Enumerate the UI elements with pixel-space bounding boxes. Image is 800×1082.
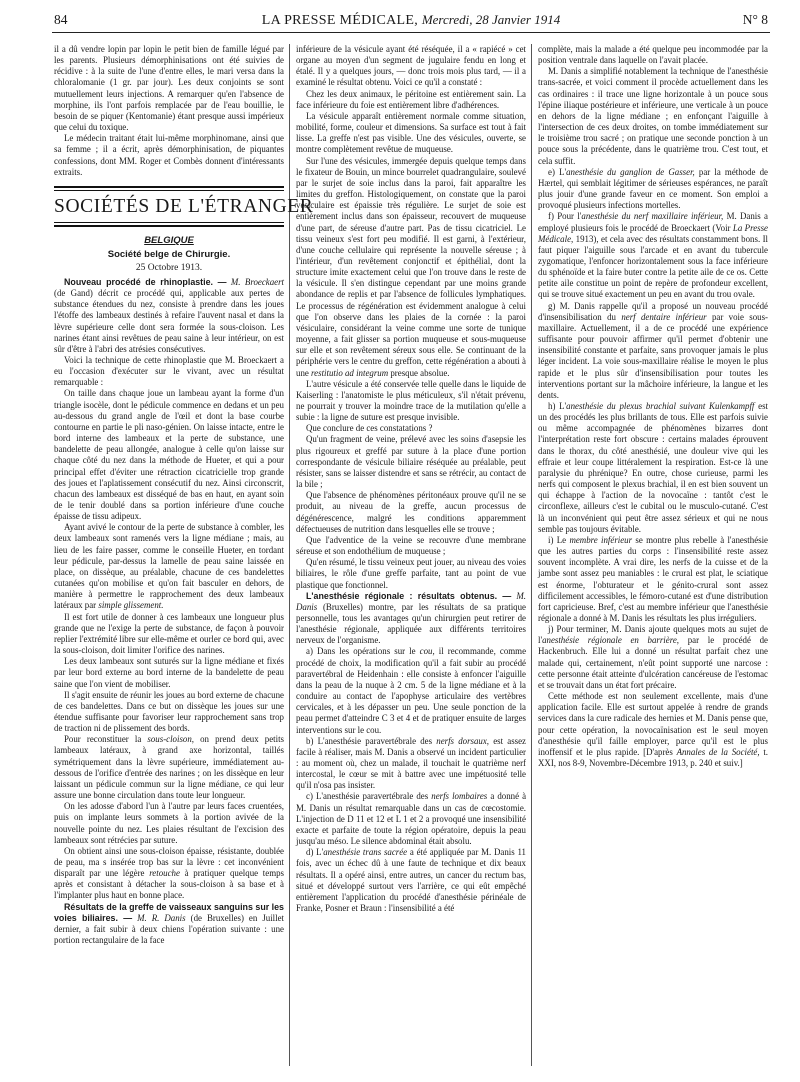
author-name: M. Broeckaert <box>230 276 284 287</box>
paragraph: Le médecin traitant était lui-même morphinomane, ainsi que sa femme ; il a écrit, après démorphinisation, de piquantes confessions, dont MM. Roger et Combès donnent d'intéressants extraits. <box>54 133 284 177</box>
paragraph: Qu'en résumé, le tissu veineux peut jouer, au niveau des voies biliaires, le rôle d'une greffe parfaite, tant au point de vue plastique que fonctionnel. <box>296 557 526 590</box>
paragraph: g) M. Danis rappelle qu'il a proposé un nouveau procédé d'insensibilisation du nerf dentaire inférieur par voie sous-maxillaire. Actuellement, il a de ce procédé une expérience suffisante pour pouvoir affirmer qu'il permet d'obtenir une insensibilité constante et parfaite, sans provoquer jamais le plus léger incident. La voie sous-maxillaire réalise le moyen le plus rapide et le plus sûr d'insensibilisation pour toutes les interventions portant sur la mâchoire inférieure, la langue et les dents. <box>538 300 769 400</box>
paragraph: Il est fort utile de donner à ces lambeaux une longueur plus grande que ne l'exige la perte de substance, de façon à pouvoir replier l'extrémité libre sur elle-même et ourler ce bord qui, avec la sous-cloison, doit limiter l'orifice des narines. <box>54 611 284 656</box>
journal-title: LA PRESSE MÉDICALE, <box>261 13 418 28</box>
author-name: M. Danis <box>296 590 526 612</box>
paragraph: Chez les deux animaux, le péritoine est entièrement sain. La face inférieure du foie est entièrement libre d'adhérences. <box>296 88 526 110</box>
paragraph: il a dû vendre lopin par lopin le petit bien de famille légué par les parents. Plusieurs démorphinisations ont été suivies de récidive : à la suite de l'une d'entre elles, le mari versa dans la chloralomanie (1 gr. par jour). Les deux conjoints se sont mutuellement leurs injections. A remarquer qu'en l'absence de morphine, ils l'ont parfois remplacée par de l'eau bouillie, le besoin de se piquer (Kentomanie) étant presque aussi impérieux que celui du toxique. <box>54 44 284 133</box>
article-paragraph: L'anesthésie régionale : résultats obtenus. — M. Danis (Bruxelles) montre, par les résultats de sa pratique personnelle, tous les avantages qu'un chirurgien peut retirer de l'anesthésie régionale, appliquée aux différents territoires nerveux de l'organisme. <box>296 590 526 646</box>
paragraph: Il s'agit ensuite de réunir les joues au bord externe de chacune de ces bandelettes. Dans ce but on dissèque les joues sur une étendue suffisante pour favoriser leur rapprochement sans trop de traction ni de plissement des bords. <box>54 689 284 734</box>
paragraph: Ayant avivé le contour de la perte de substance à combler, les deux lambeaux sont ramenés vers la ligne médiane ; mais, au lieu de les faire passer, comme le conseille Hueter, en tordant leur pédicule, par-dessus la lamelle de peau saine laissée en place, on dissèque, au préalable, chacune de ces bandelettes cutanées qu'on mobilise et qu'on fait basculer en dehors, de manière à permettre le rapprochement des deux lambeaux latéraux par simple glissement. <box>54 522 284 611</box>
column-right <box>538 44 768 1072</box>
section-rule <box>54 186 284 188</box>
section-title: SOCIÉTÉS DE L'ÉTRANGER <box>54 195 314 217</box>
article-paragraph: Résultats de la greffe de vaisseaux sanguins sur les voies biliaires. — M. R. Danis (de Bruxelles) en Juillet dernier, a fait subir à deux chiens l'opération suivante : une portion rectangulaire de la face <box>54 901 285 946</box>
issue-date: Mercredi, 28 Janvier 1914 <box>421 12 561 27</box>
paragraph: i) Le membre inférieur se montre plus rebelle à l'anesthésie que les autres parties du corps : l'insensibilité reste assez souvent incomplète. A vrai dire, les nerfs de la cuisse et de la jambe sont assez peu maniables : le crural est plat, le sciatique est énorme, l'obturateur et le génito-crural sont assez difficilement accessibles, le fémoro-cutané est d'une distribution fort capricieuse. Bref, c'est au membre inférieur que l'anesthésie régionale a donné à M. Danis les résultats les plus irréguliers. <box>538 534 768 623</box>
paragraph: Que l'absence de phénomènes péritonéaux prouve qu'il ne se produit, au niveau de la greffe, aucun processus de dégénérescence, malgré les conditions apparemment défectueuses de nutrition dans lesquelles elle se trouve ; <box>296 490 526 534</box>
paragraph: b) L'anesthésie paravertébrale des nerfs dorsaux, est assez facile à réaliser, mais M. Danis a observé un incident particulier : au moment où, chez un malade, il touchait le quatrième nerf intercostal, le cœur se mit à battre avec une impétuosité telle qu'il n'osa pas insister. <box>296 735 526 791</box>
paragraph: On les adosse d'abord l'un à l'autre par leurs faces cruentées, puis on implante leurs sommets à la portion avivée de la nouvelle pointe du nez. Les plaies résultant de l'excision des lambeaux sont rétrécies par suture. <box>54 801 284 845</box>
paragraph: c) L'anesthésie paravertébrale des nerfs lombaires a donné à M. Danis un résultat remarquable dans un cas de cœcostomie. L'injection de D 11 et 12 et L 1 et 2 a provoqué une insensibilité exacte et parfaite de toute la région opératoire, depuis la peau jusqu'au méso. Le silence abdominal était absolu. <box>296 791 527 847</box>
society-heading: Société belge de Chirurgie. <box>107 248 231 260</box>
paragraph: Cette méthode est non seulement excellente, mais d'une application facile. Elle est surtout appelée à rendre de grands services dans la cure radicale des hernies et M. Danis pense que, pour cette opération, la novocaïnisation est le seul moyen d'anesthésie qu'il faille employer, parce qu'il est le plus inoffensif et le plus rapide. [D'après Annales de la Société, t. XXI, nos 8-9, Novembre-Décembre 1913, p. 240 et suiv.] <box>538 691 769 768</box>
paragraph: M. Danis a simplifié notablement la technique de l'anesthésie trans-sacrée, et voici comment il procède actuellement dans les cas ordinaires : il trace une ligne horizontale à un pouce sous l'épine iliaque postérieure et inférieure, une verticale à un pouce en dehors de la ligne médiane ; en enfonçant l'aiguille à l'intersection de ces deux droites, on tombe immédiatement sur le troisième trou sacré ; on pratique une seconde ponction à un pouce sous la précédente, dans le quatrième trou. C'est tout, et cela suffit. <box>538 66 768 166</box>
section-rule <box>54 222 284 223</box>
section-rule <box>54 225 284 227</box>
paragraph: inférieure de la vésicule ayant été réséquée, il a « rapiécé » cet organe au moyen d'un segment de jugulaire fendu en long et étalé. Il y a quelques jours, — donc trois mois plus tard, — il a examiné le résultat obtenu. Voici ce qu'il a constaté : <box>296 44 526 88</box>
country-heading: BELGIQUE <box>144 234 194 246</box>
paragraph: f) Pour l'anesthésie du nerf maxillaire inférieur, M. Danis a employé plusieurs fois le procédé de Broeckaert (Voir La Presse Médicale, 1913), et cela avec des résultats constamment bons. Il faut piquer l'aiguille sous l'arcade et en avant du tubercule zygomatique, l'enfoncer horizontalement sous la face inférieure du sphénoïde et la faire buter contre la petite aile de ce os. Cette petite aile constitue un point de repère de profondeur excellent, qui se trouve situé exactement un peu en avant du trou ovale. <box>538 211 768 300</box>
column-rule-right <box>531 44 532 1066</box>
paragraph: Sur l'une des vésicules, immergée depuis quelque temps dans le fixateur de Bouin, un mince bourrelet quadrangulaire, soulevé par le surjet de soie inclus dans la paroi, fait apparaître les limites du greffon. Histologiquement, on constate que la paroi vésiculaire est épaissie très régulière. Le surjet de soie est entièrement inclus dans son épaisseur, recouvert de muqueuse d'une part, de séreuse d'autre part. Pas de tissu cicatriciel. Le tissu veineux s'est fort peu modifié. Il est garni, à l'extérieur, d'une couche cellulaire qui représente la nouvelle séreuse ; à l'intérieur, d'un revêtement conjonctif et épithélial, dont la structure imite exactement celui que l'on trouve dans le reste de la vésicule. Il s'en distingue cependant par une moins grande abondance de replis et par l'absence de follicules lymphatiques. Le processus de régénération est évidemment analogue à celui que l'on observe dans les plaies de la cornée : la paroi vésiculaire, considérant la veine comme une sorte de tunique moyenne, a fait glisser sa portion muqueuse et sous-muqueuse sur elle et son revêtement séreux sous elle. Se continuant de la périphérie vers le centre du greffon, cette régénération a abouti à une restitutio ad integrum presque absolue. <box>296 155 526 378</box>
header-rule <box>52 32 770 33</box>
article-title: Résultats de la greffe de vaisseaux sanguins sur les voies biliaires. — <box>54 901 284 923</box>
session-date: 25 Octobre 1913. <box>135 262 203 273</box>
paragraph: On taille dans chaque joue un lambeau ayant la forme d'un triangle isocèle, dont le pédicule commence en dedans et un peu au-dessous du grand angle de l'œil et dont la base courbe contourne en partie le pli naso-génien. On laisse intacte, entre le bord interne des lambeaux et la perte de substance, une bandelette de peau allongée, analogue à celle qu'on laisse sur chaque côté du nez dans la méthode de Hueter, et qui a pour principal effet d'éviter une rétraction cicatricielle trop grande des joues et l'aplatissement consécutif du nez. Ainsi circonscrit, chacun des lambeaux est disséqué de bas en haut, en ayant soin de le tenir doublé dans sa portion inférieure d'une couche épaisse de tissu adipeux. <box>54 388 284 522</box>
paragraph: e) L'anesthésie du ganglion de Gasser, par la méthode de Hærtel, qui semblait légitimer de sérieuses espérances, ne paraît plus jouir d'une grande faveur en ce moment. Son emploi a provoqué plusieurs infections mortelles. <box>538 166 768 211</box>
issue-number: N° 8 <box>742 12 768 27</box>
article-paragraph: Nouveau procédé de rhinoplastie. — M. Broeckaert (de Gand) décrit ce procédé qui, applicable aux pertes de substance étendues du nez, consiste à prendre dans les joues l'étoffe des lambeaux destinés à refaire l'auvent nasal et dans la lèvre supérieure celle dont sera formée la sous-cloison. Les narines étant ainsi revêtues de peau saine à leur intérieur, on est sûr d'être à l'abri des atrésies consécutives. <box>54 276 284 354</box>
journal-title-line <box>52 12 770 29</box>
paragraph: complète, mais la malade a été quelque peu incommodée par la position ventrale dans laquelle on l'avait placée. <box>538 44 768 66</box>
section-rule <box>54 190 284 191</box>
paragraph: Voici la technique de cette rhinoplastie que M. Broeckaert a eu l'occasion d'exécuter sur le vivant, avec un résultat remarquable : <box>54 354 284 388</box>
paragraph: h) L'anesthésie du plexus brachial suivant Kulenkampff est un des procédés les plus brillants de tous. Elle est parfois suivie ou même accompagnée de phénomènes bizarres dont l'interprétation reste fort obscure : certains malades éprouvent dans le thorax, du côté anesthésié, une douleur vive qui les effraie et leur coupe littéralement la respiration. Est-ce là une paralysie du phrénique? En outre, chose curieuse, parmi les nerfs qui composent le plexus brachial, il en est bien souvent un qui échappe à l'action de la novocaïne : tantôt c'est le circonflexe, ailleurs c'est le cubital ou le musculo-cutané. C'est là un inconvénient qui peut être assez sérieux et qui ne nous semble pas toujours évitable. <box>538 401 768 534</box>
column-middle <box>296 44 526 1072</box>
paragraph: a) Dans les opérations sur le cou, il recommande, comme procédé de choix, la modification qu'il a fait subir au procédé paravertébral de Heidenhain : elle consiste à enfoncer l'aiguille dans la peau de la nuque à 2 cm. 5 de la ligne médiane et à la conduire au contact de l'apophyse articulaire des vertèbres cervicales, et à les dépasser un peu. Une seule ponction de la peau permet d'atteindre C 3 et 4 et de pratiquer ensuite de larges interventions sur le cou. <box>296 646 527 735</box>
paragraph: Pour reconstituer la sous-cloison, on prend deux petits lambeaux latéraux, à grand axe horizontal, taillés symétriquement dans la lèvre supérieure, immédiatement au-dessous de l'orifice d'entrée des narines ; on les dissèque en leur laissant un pédicule commun sur la ligne médiane, ce qui leur assure une bonne circulation dans toute leur longueur. <box>54 734 284 801</box>
paragraph: Qu'un fragment de veine, prélevé avec les soins d'asepsie les plus rigoureux et greffé par suture à la place d'une portion correspondante de vésicule biliaire réséquée au préalable, peut résister, sans se laisser distendre et sans se rétrécir, au contact de la bile ; <box>296 434 526 490</box>
paragraph: La vésicule apparaît entièrement normale comme situation, mobilité, forme, couleur et dimensions. Sa surface est tout à fait lisse. La greffe n'est pas visible. Une des vésicules, ouverte, se montre complètement revêtue de muqueuse. <box>296 110 526 155</box>
author-name: M. R. Danis <box>137 912 186 923</box>
column-left <box>54 44 314 1072</box>
article-title: L'anesthésie régionale : résultats obtenus. — <box>306 590 512 601</box>
paragraph: Les deux lambeaux sont suturés sur la ligne médiane et fixés par leur bord externe au bord interne de la bandelette de peau saine que l'on vient de mobiliser. <box>54 656 284 689</box>
paragraph: j) Pour terminer, M. Danis ajoute quelques mots au sujet de l'anesthésie régionale en barrière, par le procédé de Hackenbruch. Elle lui a donné un résultat parfait chez une malade qui, certainement, n'eût point supporté une narcose : cette personne était atteinte d'ulcération cancéreuse de l'estomac et se trouvait dans un état fort précaire. <box>538 624 768 690</box>
paragraph: d) L'anesthésie trans sacrée a été appliquée par M. Danis 11 fois, avec un échec dû à une faute de technique et dix beaux résultats. Il a opéré ainsi, entre autres, un cancer du rectum bas, situé et développé surtout vers l'arrière, ce qui eût empêché entièrement l'application du procédé d'anesthésie périnéale de Franke, Posner et Braun : l'insensibilité a été <box>296 847 526 914</box>
paragraph: On obtient ainsi une sous-cloison épaisse, résistante, doublée de peau, ma s insérée trop bas sur la lèvre : cet inconvénient disparaît par une légère retouche à pratiquer quelque temps après et consistant à détacher la sous-cloison à sa base et à l'implanter plus haut en bonne place. <box>54 845 284 901</box>
running-header <box>52 12 770 34</box>
paragraph: Que l'adventice de la veine se recouvre d'une membrane séreuse et son endothélium de muqueuse ; <box>296 534 526 557</box>
article-title: Nouveau procédé de rhinoplastie. — <box>64 276 227 287</box>
paragraph: L'autre vésicule a été conservée telle quelle dans le liquide de Kaiserling : l'anatomiste le plus méticuleux, s'il n'était prévenu, ne pourrait y trouver la moindre trace de la mutilation qu'elle a subie : la ligne de suture est presque invisible. <box>296 378 526 423</box>
page-number: 84 <box>54 12 68 27</box>
paragraph: Que conclure de ces constatations ? <box>306 423 433 434</box>
